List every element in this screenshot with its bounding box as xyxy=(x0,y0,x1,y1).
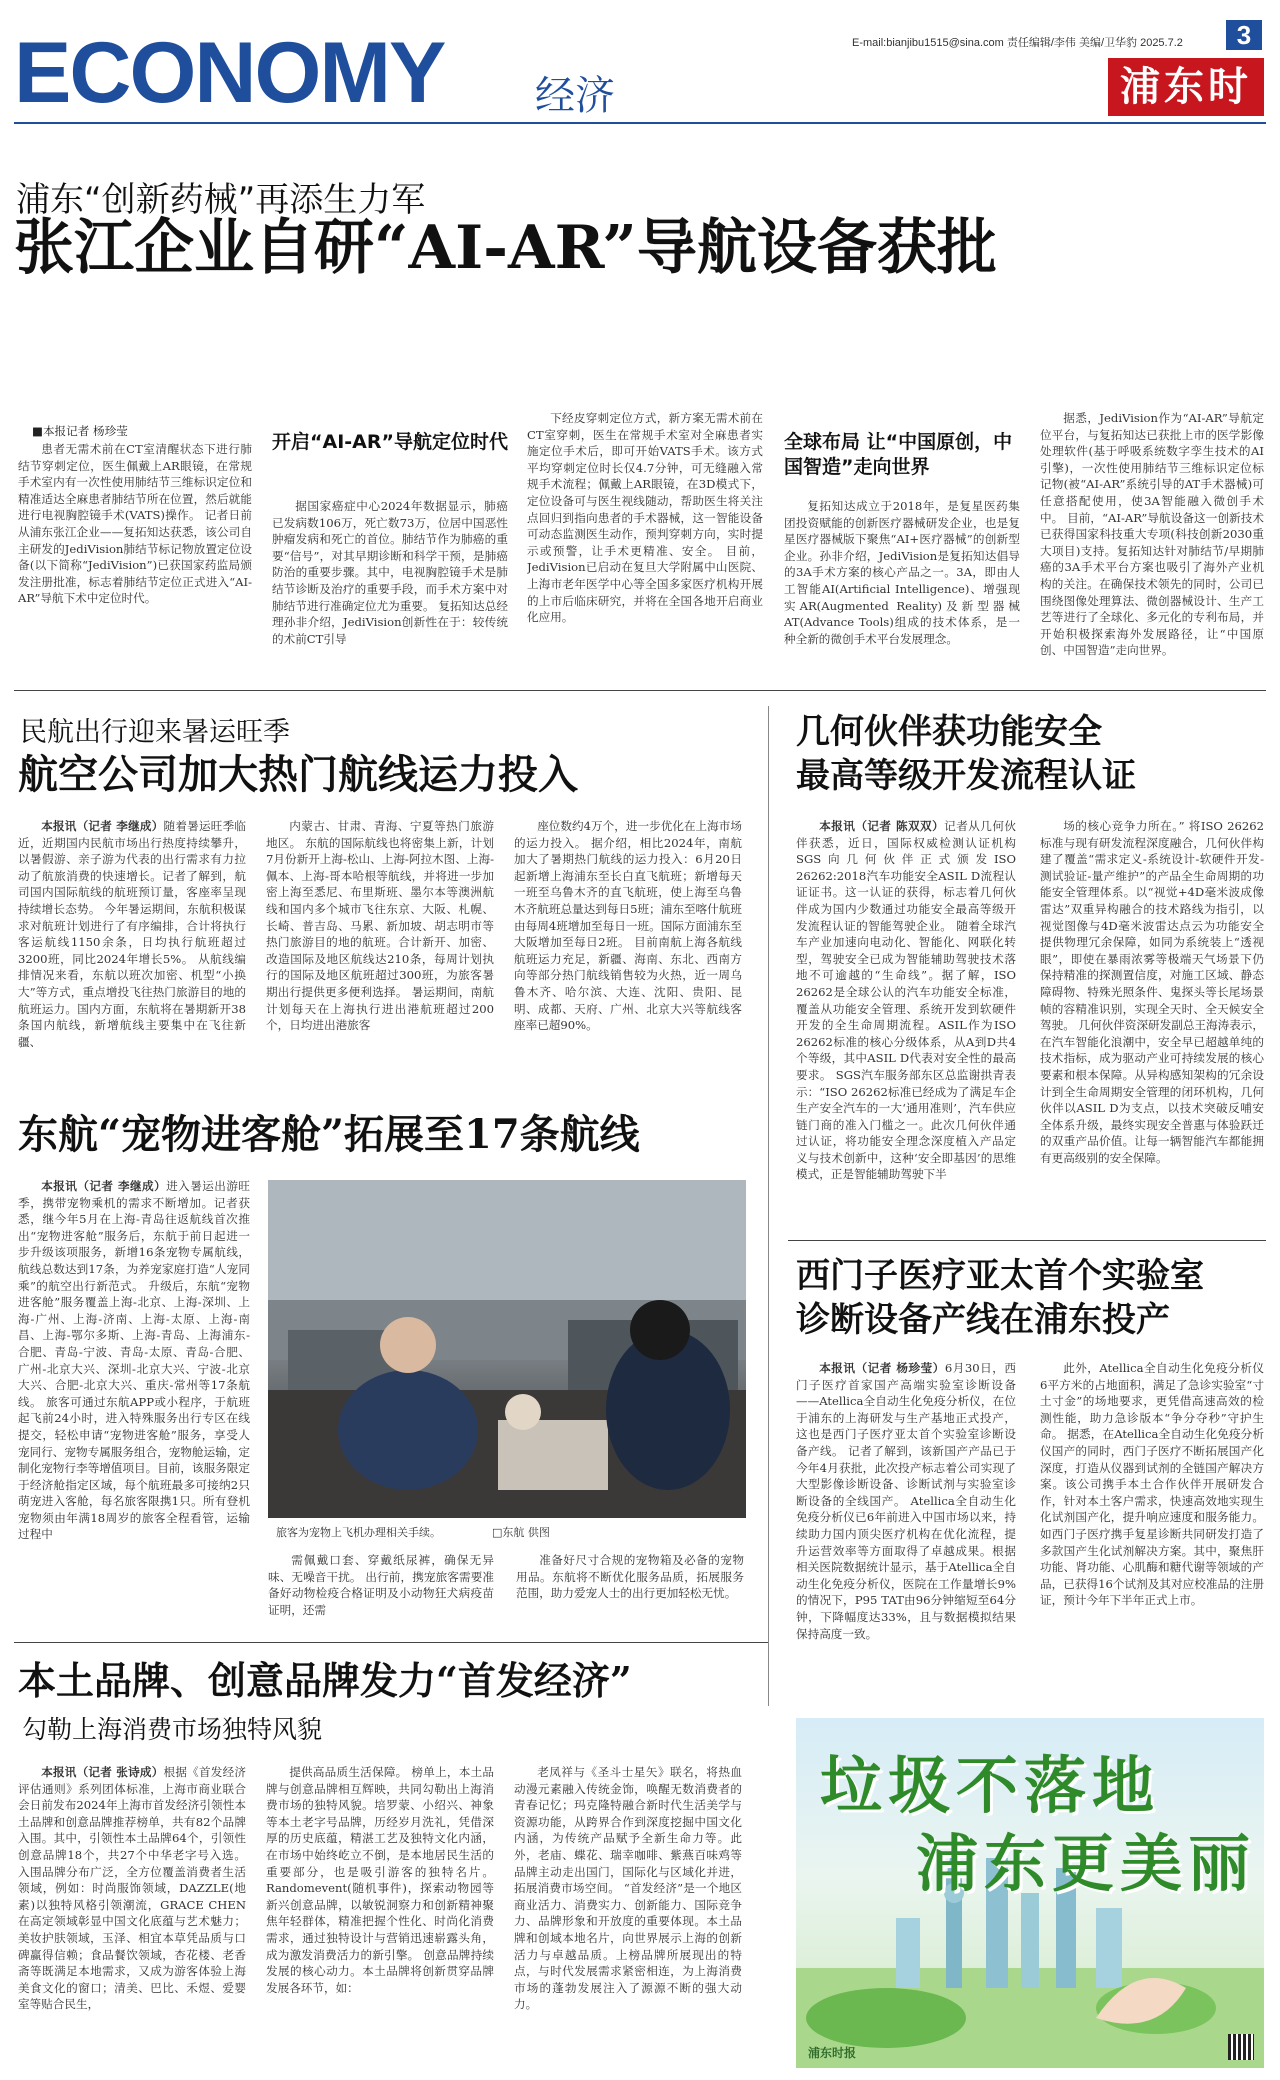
lead-subhead-2: 全球布局 让“中国原创，中国智造”走向世界 xyxy=(784,431,1013,478)
aviation-kicker: 民航出行迎来暑运旺季 xyxy=(20,717,290,748)
lead-col-3: 下经皮穿刺定位方式，新方案无需术前在CT室穿刺，医生在常规手术室对全麻患者实施定位手术后，即可开始VATS手术。该方式平均穿刺定位时长仅4.7分钟，可无缝融入常规手术流程；佩戴上AR眼镜，在3D模式下，定位设备可与医生视线随动，帮助医生将关注点回归到指向患者的手术器械，这一智能设备可动态监测医生动作，预判穿刺方向，实时提示或预警，让手术更精准、安全。 目前，JediVision已启动在复旦大学附属中山医院、上海市老年医学中心等全国多家医疗机构开展的上市后临床研究，并将在全国各地开启商业化应用。 xyxy=(527,411,763,625)
public-service-poster xyxy=(796,1718,1264,2068)
brand-col-1: 本报讯（记者 张诗成）根据《首发经济评估通则》系列团体标准，上海市商业联合会日前发布2024年上海市首发经济引领性本土品牌和创意品牌推荐榜单，共有82个品牌入围。其中，引领性本土品牌64个，引领性创意品牌18个，共27个中华老字号入选。 入围品牌分布广泛，全方位覆盖消费者生活领域，例如：时尚服饰领域，DAZZLE(地素)以独特风格引领潮流，GRACE CHEN在高定领域彰显中国文化底蕴与艺术魅力；美妆护肤领域，玉泽、相宜本草凭品质与口碑赢得信赖；食品餐饮领域，杏花楼、老香斋等既满足本地需求，又成为游客体验上海美食文化的窗口；清美、巴比、禾煜、爱婴室等贴合民生， xyxy=(18,1765,246,2012)
lead-kicker: 浦东“创新药械”再添生力军 xyxy=(16,180,426,220)
brand-headline: 本土品牌、创意品牌发力“首发经济” xyxy=(18,1658,632,1703)
section-masthead: ECONOMY xyxy=(14,25,445,121)
pet-headline: 东航“宠物进客舱”拓展至17条航线 xyxy=(18,1111,640,1158)
poster-slogan-1: 垃圾不落地 xyxy=(820,1749,1161,1822)
pet-photo-credit: □东航 供图 xyxy=(492,1526,550,1539)
jihe-col-2: 场的核心竞争力所在。” 将ISO 26262标准与现有研发流程深度融合，几何伙伴构建了覆盖“需求定义-系统设计-软硬件开发-测试验证-量产维护”的产品全生命周期的功能安全管理体系。以“视觉+4D毫米波成像雷达”双重异构融合的技术路线为指引，以视觉图像与4D毫米波雷达点云为功能安全提供物理冗余保障，如同为系统装上“透视眼”，即使在暴雨浓雾等极端天气场景下仍保持精准的探测置信度，对施工区域、静态障碍物、特殊光照条件、鬼探头等长尾场景帧的容精准识别，实现全天时、全天候安全驾驶。 几何伙伴资深研发副总王海涛表示，在汽车智能化浪潮中，安全早已超越单纯的技术指标，成为驱动产业可持续发展的核心要素和根本保障。从异构感知架构的冗余设计到全生命周期安全管理的闭环机构，几何伙伴以ASIL D为支点，以技术突破反哺安全体系升级，最终实现安全普惠与体验跃迁的双重产品价值。让每一辆智能汽车都能拥有更高级别的安全保障。 xyxy=(1040,819,1264,1165)
jihe-col-1: 本报讯（记者 陈双双）记者从几何伙伴获悉，近日，国际权威检测认证机构SGS向几何伙伴正式颁发ISO 26262:2018汽车功能安全ASIL D流程认证证书。这一认证的获得，标志着几何伙伴成为国内少数通过功能安全最高等级开发流程认证的智能驾驶企业。 随着全球汽车产业加速向电动化、智能化、网联化转型，驾驶安全已成为智能辅助驾驶技术落地不可逾越的“生命线”。据了解，ISO 26262是全球公认的汽车功能安全标准，覆盖从功能安全管理、系统开发到软硬件开发的全生命周期流程。ASIL作为ISO 26262标准的核心分级体系，从A到D共4个等级，其中ASIL D代表对安全性的最高要求。 SGS汽车服务部东区总监谢拱青表示：“ISO 26262标准已经成为了满足车企生产安全汽车的一大‘通用准则’，汽车供应链门商的准入门槛之一。此次几何伙伴通过认证，将功能安全理念深度植入产品定义与技术创新中，这种‘安全即基因’的思维模式，正是智能辅助驾驶下半 xyxy=(796,819,1016,1182)
header-rule xyxy=(14,122,1266,124)
divider xyxy=(788,1240,1266,1241)
siemens-col-1: 本报讯（记者 杨珍莹）6月30日，西门子医疗首家国产高端实验室诊断设备——Atellica全自动生化免疫分析仪，在位于浦东的上海研发与生产基地正式投产，这也是西门子医疗亚太首个实验室诊断设备产线。 记者了解到，该新国产产品已于今年4月获批，此次投产标志着公司实现了大型影像诊断设备、诊断试剂与实验室诊断设备的全线国产。 Atellica全自动生化免疫分析仪已6年前进入中国市场以来，持续助力国内顶尖医疗机构在优化流程，提升运营效率等方面取得了卓越成果。根据相关医院数据统计显示，基于Atellica全自动生化免疫分析仪，医院在工作量增长9%的情况下，P95 TAT由96分钟缩短至64分钟，下降幅度达33%，且与数据模拟结果保持高度一致。 xyxy=(796,1361,1016,1641)
lead-col-4: 复拓知达成立于2018年，是复星医药集团投资赋能的创新医疗器械研发企业，也是复星医疗器械版下聚焦“AI+医疗器械”的创新型企业。孙非介绍，JediVision是复拓知达倡导的3A手术方案的核心产品之一。3A，即由人工智能AI(Artificial Intelligence)、增强现实AR(Augmented Reality)及新型器械AT(Advance Tools)组成的技术体系，是一种全新的微创手术平台发展理念。 xyxy=(784,499,1020,646)
column-divider xyxy=(768,706,769,1706)
poster-slogan-2: 浦东更美丽 xyxy=(916,1827,1257,1900)
lead-col-2: 据国家癌症中心2024年数据显示，肺癌已发病数106万，死亡数73万，位居中国恶性肿瘤发病和死亡的首位。肺结节作为肺癌的重要“信号”，对其早期诊断和科学干预，是肺癌防治的重要步骤。其中，电视胸腔镜手术是肺结节诊断及治疗的重要手段，而手术方案中对肺结节进行准确定位尤为重要。 复拓知达总经理孙非介绍，JediVision创新性在于：较传统的术前CT引导 xyxy=(272,499,508,646)
brand-col-3: 老凤祥与《圣斗士星矢》联名，将热血动漫元素融入传统金饰，唤醒无数消费者的青春记忆；玛克隆特融合新时代生活美学与资源功能，从跨界合作到深度挖掘中国文化内涵，为传统产品赋予全新生命力等。此外，老庙、蝶花、瑞幸咖啡、紫燕百味鸡等品牌主动走出国门，国际化与区域化并进，拓展消费市场空间。 “首发经济”是一个地区商业活力、消费实力、创新能力、国际竞争力、品牌形象和开放度的重要体现。本土品牌和创域本地名片，向世界展示上海的创新活力与卓越品质。上榜品牌所展现出的特点，与时代发展需求紧密相连，为上海消费市场的蓬勃发展注入了源源不断的强大动力。 xyxy=(514,1765,742,2012)
aviation-col-3: 座位数约4万个，进一步优化在上海市场的运力投入。 据介绍，相比2024年，南航加大了暑期热门航线的运力投入：6月20日起新增上海浦东至长白直飞航班；新增每天一班至乌鲁木齐的直飞航班，使上海至乌鲁木齐航班总量达到每日5班；浦东至喀什航班由每周4班增加至每日一班。国际方面浦东至大阪增加至每日2班。 目前南航上海各航线航班运力充足，新疆、海南、东北、西南方向等部分热门航线销售较为火热，近一周乌鲁木齐、哈尔滨、大连、沈阳、贵阳、昆明、成都、天府、广州、北京大兴等航线客座率已超90%。 xyxy=(514,819,742,1033)
siemens-col-2: 此外，Atellica全自动生化免疫分析仪6平方米的占地面积，满足了急诊实验室“寸土寸金”的场地要求，更凭借高速高效的检测性能，助力急诊版本“争分夺秒”守护生命。 据悉，在Atellica全自动生化免疫分析仪国产的同时，西门子医疗不断拓展国产化深度，打造从仪器到试剂的全链国产解决方案。该公司携手本土合作伙伴开展研发合作，针对本土客户需求，快速高效地实现生化试剂国产化，提升响应速度和服务能力。 如西门子医疗携手复星诊断共同研发打造了多款国产生化试剂解决方案。其中，聚焦肝功能、肾功能、心肌酶和糖代谢等领域的产品，已获得16个试剂及其对应校准品的注册证，预计今年下半年正式上市。 xyxy=(1040,1361,1264,1608)
lead-col-5: 据悉，JediVision作为“AI-AR”导航定位平台，与复拓知达已获批上市的医学影像处理软件(基于呼吸系统数字孪生技术的AI引擎)，一次性使用肺结节三维标识定位标记物(被“AI-AR”系统引导的AT手术器械)可任意搭配使用，使3A智能融入微创手术中。 目前，“AI-AR”导航设备这一创新技术已获得国家科技重大专项(科技创新2030重大项目)支持。复拓知达针对肺结节/早期肺癌的3A手术平台方案也吸引了海外产业机构的关注。在确保技术领先的同时，公司已围绕图像处理算法、微创器械设计、生产工艺等进行了全球化、多元化的专利布局，并开始积极探索海外发展路径，让“中国原创、中国智造”走向世界。 xyxy=(1040,411,1264,658)
siemens-headline-line-2: 诊断设备产线在浦东投产 xyxy=(796,1300,1170,1340)
pet-photo xyxy=(268,1180,746,1518)
pet-photo-caption: 旅客为宠物上飞机办理相关手续。 xyxy=(276,1526,441,1539)
jihe-headline-line-2: 最高等级开发流程认证 xyxy=(796,756,1136,796)
lead-subhead-1: 开启“AI-AR”导航定位时代 xyxy=(272,431,508,453)
poster-footer-logo: 浦东时报 xyxy=(808,2046,857,2060)
aviation-headline: 航空公司加大热门航线运力投入 xyxy=(18,751,578,798)
pet-col-3: 准备好尺寸合规的宠物箱及必备的宠物用品。东航将不断优化服务品质，拓展服务范围，助力爱宠人士的出行更加轻松无忧。 xyxy=(516,1553,744,1601)
qr-code-icon xyxy=(1228,2034,1254,2060)
newspaper-logo: 浦东时报 xyxy=(1108,58,1264,116)
brand-col-2: 提供高品质生活保障。 榜单上，本土品牌与创意品牌相互辉映，共同勾勒出上海消费市场的独特风貌。培罗蒙、小绍兴、神象等本土老字号品牌，历经岁月洗礼，凭借深厚的历史底蕴，精湛工艺及独特文化内涵，在市场中始终屹立不倒，是本地居民生活的重要部分，也是吸引游客的独特名片。Randomevent(随机事件)，探索动物园等新兴创意品牌，以敏锐洞察力和创新精神聚焦年轻群体，精准把握个性化、时尚化消费需求，通过独特设计与营销迅速崭露头角，成为激发消费活力的新引擎。 创意品牌持续发展的核心动力。本土品牌将创新贯穿品牌发展各环节，如： xyxy=(266,1765,494,1995)
aviation-col-1: 本报讯（记者 李继成）随着暑运旺季临近，近期国内民航市场出行热度持续攀升，以暑假游、亲子游为代表的出行需求有力拉动了航旅消费的快速增长。记者了解到，航司国内国际航线的航班预订量，客座率呈现持续增长态势。 今年暑运期间，东航积极谋求对航班计划进行了有序编排，合计将执行客运航线1150余条，日均执行航班超过3200班，同比2024年增长5%。 从航线编排情况来看，东航以班次加密、机型“小换大”等方式，重点增投飞往热门旅游目的地的航班运力。国内方面，东航将在暑期新开38条国内航线，新增航线主要集中在飞往新疆、 xyxy=(18,819,246,1049)
lead-headline: 张江企业自研“AI-AR”导航设备获批 xyxy=(14,213,997,283)
lead-byline: ■本报记者 杨珍莹 xyxy=(32,424,128,438)
aviation-col-2: 内蒙古、甘肃、青海、宁夏等热门旅游地区。 东航的国际航线也将密集上新，计划7月份新开上海-松山、上海-阿拉木图、上海-佩本、上海-哥本哈根等航线，并将进一步加密上海至悉尼、布里斯班、墨尔本等澳洲航线和国内多个城市飞往东京、大阪、札幌、长崎、普吉岛、马累、新加坡、胡志明市等热门旅游目的地的航班。合计新开、加密、改造国际及地区航线达210条，每周计划执行的国际及地区航班超过300班，为旅客暑期出行提供更多便利选择。 暑运期间，南航计划每天在上海执行进出港航班超过200个，日均进出港旅客 xyxy=(266,819,494,1033)
editor-meta: E-mail:bianjibu1515@sina.com 责任编辑/李伟 美编/卫华豹 2025.7.2 xyxy=(852,37,1183,49)
divider xyxy=(14,1642,768,1643)
page-number: 3 xyxy=(1226,20,1262,50)
airport-terminal-illustration xyxy=(268,1180,746,1518)
lead-col-1: 患者无需术前在CT室清醒状态下进行肺结节穿刺定位，医生佩戴上AR眼镜，在常规手术室内有一次性使用肺结节三维标识定位和精准适达全麻患者肺结节所在位置，然后就能进行电视胸腔镜手术(VATS)操作。 记者日前从浦东张江企业——复拓知达获悉，该公司自主研发的JediVision肺结节标记物放置定位设备(以下简称“JediVision”)已获国家药监局颁发注册批准，标志着肺结节定位正式进入“AI-AR”导航下术中定位时代。 xyxy=(18,442,252,606)
pet-col-1: 本报讯（记者 李继成）进入暑运出游旺季，携带宠物乘机的需求不断增加。记者获悉，继今年5月在上海-青岛往返航线首次推出“宠物进客舱”服务后，东航于前日起进一步升级该项服务，新增16条宠物专属航线，航线总数达到17条，为养宠家庭打造“人宠同乘”的航空出行新范式。 升级后，东航“宠物进客舱”服务覆盖上海-北京、上海-深圳、上海-广州、上海-济南、上海-太原、上海-南昌、上海-鄂尔多斯、上海-青岛、上海浦东-合肥、青岛-宁波、青岛-太原、青岛-合肥、广州-北京大兴、深圳-北京大兴、宁波-北京大兴、合肥-北京大兴、重庆-常州等17条航线。 旅客可通过东航APP或小程序，于航班起飞前24小时，进入特殊服务出行专区在线提交，轻松申请“宠物进客舱”服务，享受人宠同行、宠物专属服务组合，宠物舱运输，定制化宠物行李等增值项目。目前，该服务限定于经济舱指定区域，每个航班最多可接纳2只萌宠进入客舱，每名旅客限携1只。所有登机宠物须由年满18周岁的旅客全程看管，运输过程中 xyxy=(18,1179,250,1542)
section-title-cn: 经济 xyxy=(535,73,615,119)
divider xyxy=(14,690,1266,691)
jihe-headline-line-1: 几何伙伴获功能安全 xyxy=(796,712,1102,752)
pet-col-2: 需佩戴口套、穿戴纸尿裤，确保无异味、无噪音干扰。 出行前，携宠旅客需要准备好动物检疫合格证明及小动物狂犬病疫苗证明，还需 xyxy=(268,1553,494,1617)
brand-subtitle: 勾勒上海消费市场独特风貌 xyxy=(22,1715,323,1744)
siemens-headline-line-1: 西门子医疗亚太首个实验室 xyxy=(796,1256,1204,1296)
